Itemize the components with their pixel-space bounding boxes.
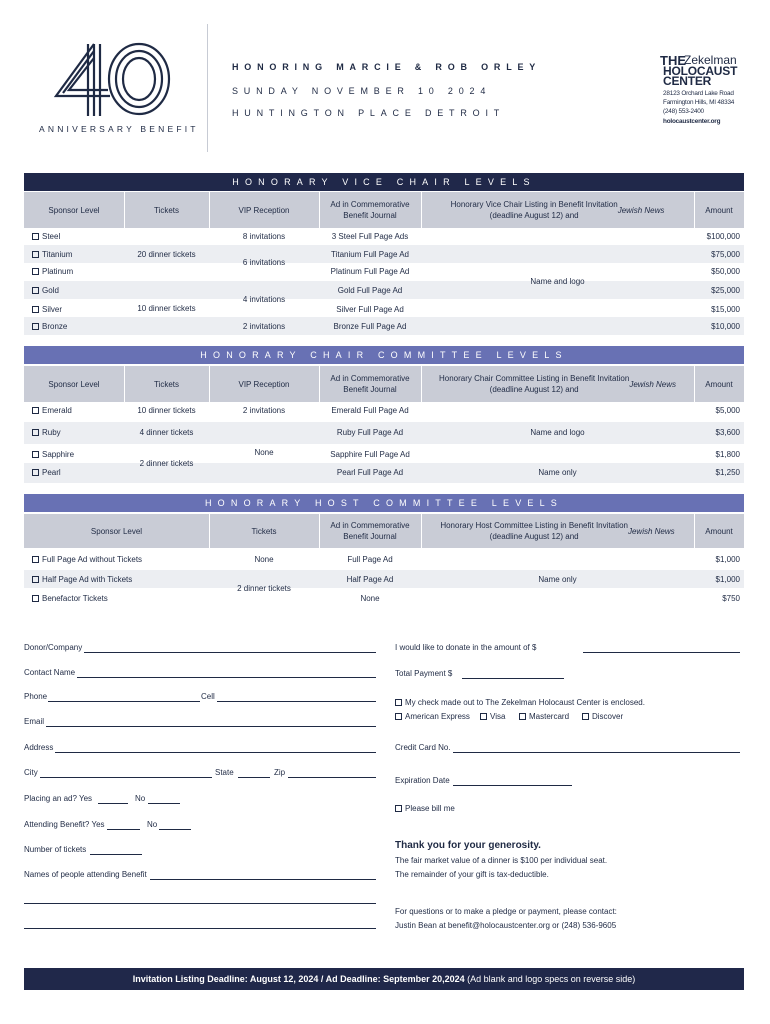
checkbox-bronze[interactable] [32,323,39,330]
col-listing: Honorary Host Committee Listing in Benefit Invitation (deadline August 12) and Jewish News [440,521,675,541]
address-label: Address [24,743,54,752]
tickets-twenty: 20 dinner tickets [137,250,196,259]
total-payment-field[interactable] [462,678,564,679]
checkbox-emerald[interactable] [32,407,39,414]
listing-name-only: Name only [538,468,577,477]
tickets-emerald: 10 dinner tickets [137,406,196,415]
listing-name-logo: Name and logo [530,428,585,437]
org-logo-holocaust: HOLOCAUST [663,64,738,78]
sponsor-level-benefactor[interactable]: Benefactor Tickets [32,594,108,603]
col-sponsor-level: Sponsor Level [48,205,100,215]
chair-section-title: HONORARY CHAIR COMMITTEE LEVELS [24,346,744,364]
chair-table-header [24,366,744,402]
phone-field[interactable] [48,701,200,702]
attendee-names-label: Names of people attending Benefit [24,870,147,879]
donation-amount-field[interactable] [583,652,740,653]
honorees-line: HONORING MARCIE & ROB ORLEY [232,62,542,72]
contact-name-field[interactable] [77,677,376,678]
ad-specs-note: (Ad blank and logo specs on reverse side) [467,974,636,984]
state-field[interactable] [238,777,270,778]
placing-ad-label: Placing an ad? Yes [24,794,93,803]
sponsor-level-steel[interactable]: Steel [32,232,60,241]
number-tickets-label: Number of tickets [24,845,87,854]
col-tickets: Tickets [251,526,277,536]
checkbox-sapphire[interactable] [32,451,39,458]
bill-me-option[interactable]: Please bill me [395,804,455,813]
ad-platinum: Platinum Full Page Ad [330,267,410,276]
vice-chair-section-title: HONORARY VICE CHAIR LEVELS [24,173,744,191]
vip-eight: 8 invitations [242,232,286,241]
amount-bronze: $10,000 [711,322,740,331]
vip-none: None [254,448,274,457]
checkbox-gold[interactable] [32,287,39,294]
listing-name-only: Name only [538,575,577,584]
amount-full-page: $1,000 [715,555,740,564]
discover-option[interactable]: Discover [582,712,623,721]
vip-four: 4 invitations [242,295,286,304]
attending-label: Attending Benefit? Yes [24,820,105,829]
cell-label: Cell [201,692,215,701]
col-vip-reception: VIP Reception [238,205,290,215]
col-amount: Amount [705,526,733,536]
checkbox-check-enclosed[interactable] [395,699,402,706]
expiration-label: Expiration Date [395,776,450,785]
amount-platinum: $50,000 [711,267,740,276]
donor-company-field[interactable] [84,652,376,653]
sponsor-level-sapphire[interactable]: Sapphire [32,450,74,459]
col-listing: Honorary Vice Chair Listing in Benefit Invitation (deadline August 12) and Jewish News [450,200,665,220]
tickets-sapphire-pearl: 2 dinner tickets [139,459,194,468]
ad-sapphire: Sapphire Full Page Ad [330,450,410,459]
zip-field[interactable] [288,777,376,778]
ad-titanium: Titanium Full Page Ad [331,250,409,259]
sponsor-level-full-page[interactable]: Full Page Ad without Tickets [32,555,142,564]
check-enclosed-option[interactable]: My check made out to The Zekelman Holocaust Center is enclosed. [395,698,645,707]
zip-label: Zip [274,768,286,777]
checkbox-half-page[interactable] [32,576,39,583]
checkbox-bill-me[interactable] [395,805,402,812]
sponsor-level-bronze[interactable]: Bronze [32,322,67,331]
vice-chair-table-header [24,192,744,228]
col-tickets: Tickets [153,205,180,215]
visa-option[interactable]: Visa [480,712,505,721]
amount-gold: $25,000 [711,286,740,295]
ad-full-page: Full Page Ad [347,555,393,564]
checkbox-full-page[interactable] [32,556,39,563]
col-sponsor-level: Sponsor Level [90,526,143,536]
attending-no-field[interactable] [159,829,191,830]
checkbox-platinum[interactable] [32,268,39,275]
checkbox-discover[interactable] [582,713,589,720]
ad-pearl: Pearl Full Page Ad [336,468,404,477]
col-listing: Honorary Chair Committee Listing in Benefit Invitation (deadline August 12) and Jewish News [439,374,676,394]
org-address-street: 28123 Orchard Lake Road [663,90,734,97]
ad-ruby: Ruby Full Page Ad [336,428,404,437]
tickets-two: 2 dinner tickets [237,584,291,593]
checkbox-ruby[interactable] [32,429,39,436]
fair-market-value-text: The fair market value of a dinner is $100 per individual seat. [395,856,608,865]
amount-titanium: $75,000 [711,250,740,259]
attendee-names-line-2[interactable] [24,903,376,904]
anniversary-40-logo [50,40,172,118]
listing-name-logo: Name and logo [530,277,585,286]
credit-card-label: Credit Card No. [395,743,451,752]
checkbox-titanium[interactable] [32,251,39,258]
number-tickets-field[interactable] [90,854,142,855]
state-label: State [215,768,234,777]
attending-no-label: No [147,820,158,829]
placing-ad-no-field[interactable] [148,803,180,804]
ad-gold: Gold Full Page Ad [337,286,403,295]
tickets-ruby: 4 dinner tickets [139,428,194,437]
deadline-text: Invitation Listing Deadline: August 12, 2024 / Ad Deadline: September 20,2024 [132,974,465,984]
col-amount: Amount [705,205,733,215]
event-venue-line: HUNTINGTON PLACE DETROIT [232,108,506,118]
cell-field[interactable] [217,701,376,702]
attending-yes-field[interactable] [107,829,140,830]
total-payment-label: Total Payment $ [395,669,453,678]
checkbox-visa[interactable] [480,713,487,720]
header-divider [207,24,208,152]
col-tickets: Tickets [153,379,180,389]
tickets-ten: 10 dinner tickets [137,304,196,313]
address-field[interactable] [55,752,376,753]
sponsor-level-ruby[interactable]: Ruby [32,428,61,437]
col-ad-journal: Ad in Commemorative Benefit Journal [330,374,410,394]
col-ad-journal: Ad in Commemorative Benefit Journal [330,521,410,541]
deadline-footer [24,968,744,990]
contact-name-label: Contact Name [24,668,76,677]
ad-silver: Silver Full Page Ad [336,305,404,314]
col-amount: Amount [705,379,733,389]
org-logo-center: CENTER [663,74,712,88]
expiration-field[interactable] [453,785,572,786]
sponsor-level-emerald[interactable]: Emerald [32,406,72,415]
attendee-names-line-3[interactable] [24,928,376,929]
email-field[interactable] [46,726,376,727]
tax-deductible-text: The remainder of your gift is tax-deductible. [395,870,549,879]
ad-half-page: Half Page Ad [346,575,394,584]
checkbox-silver[interactable] [32,306,39,313]
col-vip-reception: VIP Reception [238,379,290,389]
org-address-city: Farmington Hills, MI 48334 [663,99,735,106]
ad-none: None [360,594,380,603]
anniversary-benefit-label: ANNIVERSARY BENEFIT [39,124,199,134]
checkbox-pearl[interactable] [32,469,39,476]
org-logo-zekelman: Zekelman [684,53,737,67]
col-ad-journal: Ad in Commemorative Benefit Journal [330,200,410,220]
col-sponsor-level: Sponsor Level [48,379,100,389]
amount-ruby: $3,600 [715,428,740,437]
mastercard-option[interactable]: Mastercard [519,712,569,721]
sponsor-level-half-page[interactable]: Half Page Ad with Tickets [32,575,132,584]
vip-emerald: 2 invitations [242,406,286,415]
attendee-names-field[interactable] [150,879,376,880]
checkbox-benefactor[interactable] [32,595,39,602]
amount-silver: $15,000 [711,305,740,314]
org-logo-the: THE [660,53,686,68]
vip-six: 6 invitations [242,258,286,267]
amount-half-page: $1,000 [715,575,740,584]
donation-label: I would like to donate in the amount of $ [395,643,537,652]
contact-info-text: Justin Bean at benefit@holocaustcenter.org or (248) 536-9605 [395,921,617,930]
amount-sapphire: $1,800 [715,450,740,459]
city-field[interactable] [40,777,212,778]
thank-you-heading: Thank you for your generosity. [395,840,541,851]
amount-benefactor: $750 [722,594,740,603]
amount-pearl: $1,250 [715,468,740,477]
host-table-header [24,514,744,548]
amount-steel: $100,000 [706,232,740,241]
placing-ad-no-label: No [135,794,146,803]
ad-emerald: Emerald Full Page Ad [331,406,409,415]
ad-bronze: Bronze Full Page Ad [333,322,407,331]
checkbox-amex[interactable] [395,713,402,720]
checkbox-steel[interactable] [32,233,39,240]
sponsor-level-gold[interactable]: Gold [32,286,59,295]
sponsor-level-titanium[interactable]: Titanium [32,250,72,259]
event-date-line: SUNDAY NOVEMBER 10 2024 [232,86,492,96]
sponsor-level-silver[interactable]: Silver [32,305,62,314]
phone-label: Phone [24,692,48,701]
email-label: Email [24,717,45,726]
sponsor-level-platinum[interactable]: Platinum [32,267,73,276]
tickets-none: None [254,555,274,564]
vip-two: 2 invitations [242,322,286,331]
amount-emerald: $5,000 [715,406,740,415]
checkbox-mastercard[interactable] [519,713,526,720]
ad-steel: 3 Steel Full Page Ads [331,232,409,241]
org-phone: (248) 553-2400 [663,108,704,115]
org-website: holocaustcenter.org [663,118,721,125]
sponsor-level-pearl[interactable]: Pearl [32,468,61,477]
credit-card-field[interactable] [453,752,740,753]
questions-text: For questions or to make a pledge or payment, please contact: [395,907,617,916]
placing-ad-yes-field[interactable] [98,803,128,804]
amex-option[interactable]: American Express [395,712,470,721]
donor-company-label: Donor/Company [24,643,83,652]
city-label: City [24,768,38,777]
host-section-title: HONORARY HOST COMMITTEE LEVELS [24,494,744,512]
